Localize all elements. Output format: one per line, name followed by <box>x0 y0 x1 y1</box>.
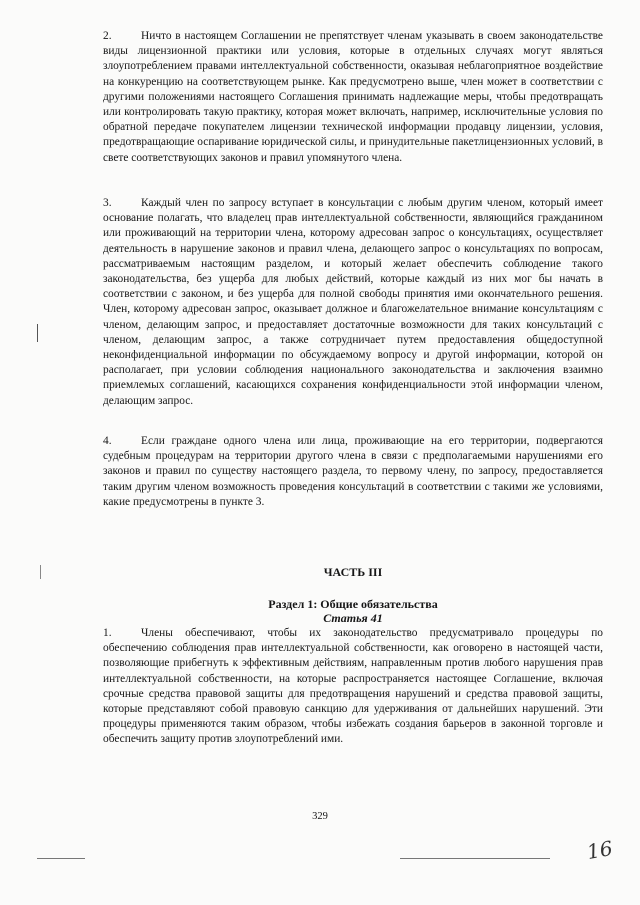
paragraph-4 <box>103 434 603 510</box>
paragraph-2 <box>103 29 603 166</box>
paragraph-number: 1. <box>103 627 112 639</box>
scan-mark <box>37 324 38 342</box>
section-title: Раздел 1: Общие обязательства <box>268 597 438 611</box>
scan-dash <box>400 858 550 859</box>
scan-mark <box>40 565 41 579</box>
paragraph-text: Ничто в настоящем Соглашении не препятствует членам указывать в своем законодательстве виды лицензионной практики или условия, которые в отдельных случаях могут являться злоупотреблением правами интеллектуальной собственности, оказывая неблагоприятное воздействие на конкуренцию на соответствующем рынке. Как предусмотрено выше, член может в соответствии с другими положениями настоящего Соглашения принимать надлежащие меры, чтобы предотвращать или контролировать такую практику, которая может включать, например, исключительные условия по обратной передаче покупателем лицензии технической информации продавцу лицензии, условия, предотвращающие оспаривание юридической силы, и принудительные пакетлицензионных условий, в свете соответствующих законов и правил упомянутого члена. <box>103 30 603 164</box>
paragraph-number: 4. <box>103 435 112 447</box>
paragraph-number: 3. <box>103 197 112 209</box>
article-paragraph-1 <box>103 626 603 748</box>
paragraph-text: Каждый член по запросу вступает в консультации с любым другим членом, который имеет основание полагать, что владелец прав интеллектуальной собственности, являющийся гражданином или проживающий на территории члена, которому адресован запрос о консультациях, осуществляет деятельность в нарушение законов и правил члена, делающего запрос о консультациях по вопросам, рассматриваемым настоящим разделом, и который желает обеспечить соблюдение такого законодательства, без ущерба для любых действий, которые каждый из них мог бы начать в соответствии с законом, и без ущерба для полной свободы принятия ими окончательного решения. Член, которому адресован запрос, оказывает должное и благожелательное внимание консультациям с членом, делающим запрос, и предоставляет достаточные возможности для таких консультаций с членом, делающим запрос, а также сотрудничает путем предоставления общедоступной неконфиденциальной информации по обсуждаемому вопросу и другой информации, которой он располагает, при условии соблюдения национального законодательства и заключения взаимно приемлемых соглашений, касающихся сохранения конфиденциальности этой информации членом, делающим запрос. <box>103 197 603 407</box>
paragraph-text: Члены обеспечивают, чтобы их законодательство предусматривало процедуры по обеспечению соблюдения прав интеллектуальной собственности, как оговорено в настоящей части, позволяющие прибегнуть к эффективным действиям, направленным против любого нарушения прав интеллектуальной собственности, на которые распространяется настоящее Соглашение, включая срочные средства правовой защиты для предотвращения нарушений и средства правовой защиты, которые представляют собой правовую санкцию для удерживания от дальнейших нарушений. Эти процедуры применяются таким образом, чтобы избежать создания барьеров в законной торговле и обеспечить защиту против злоупотреблений ими. <box>103 627 603 746</box>
page-number: 329 <box>312 811 328 822</box>
part-title: ЧАСТЬ III <box>323 565 383 579</box>
paragraph-number: 2. <box>103 30 112 42</box>
article-title: Статья 41 <box>323 611 383 625</box>
paragraph-text: Если граждане одного члена или лица, проживающие на его территории, подвергаются судебным процедурам на территории другого члена в связи с предполагаемыми нарушениями его законов и правил по существу настоящего раздела, то первому члену, по запросу, предоставляется таким другим членом возможность проведения консультаций в соответствии с такими же условиями, какие предусмотрены в пункте 3. <box>103 435 603 508</box>
handwritten-annotation: 16 <box>585 835 615 865</box>
paragraph-3 <box>103 196 603 409</box>
scan-dash <box>37 858 85 859</box>
